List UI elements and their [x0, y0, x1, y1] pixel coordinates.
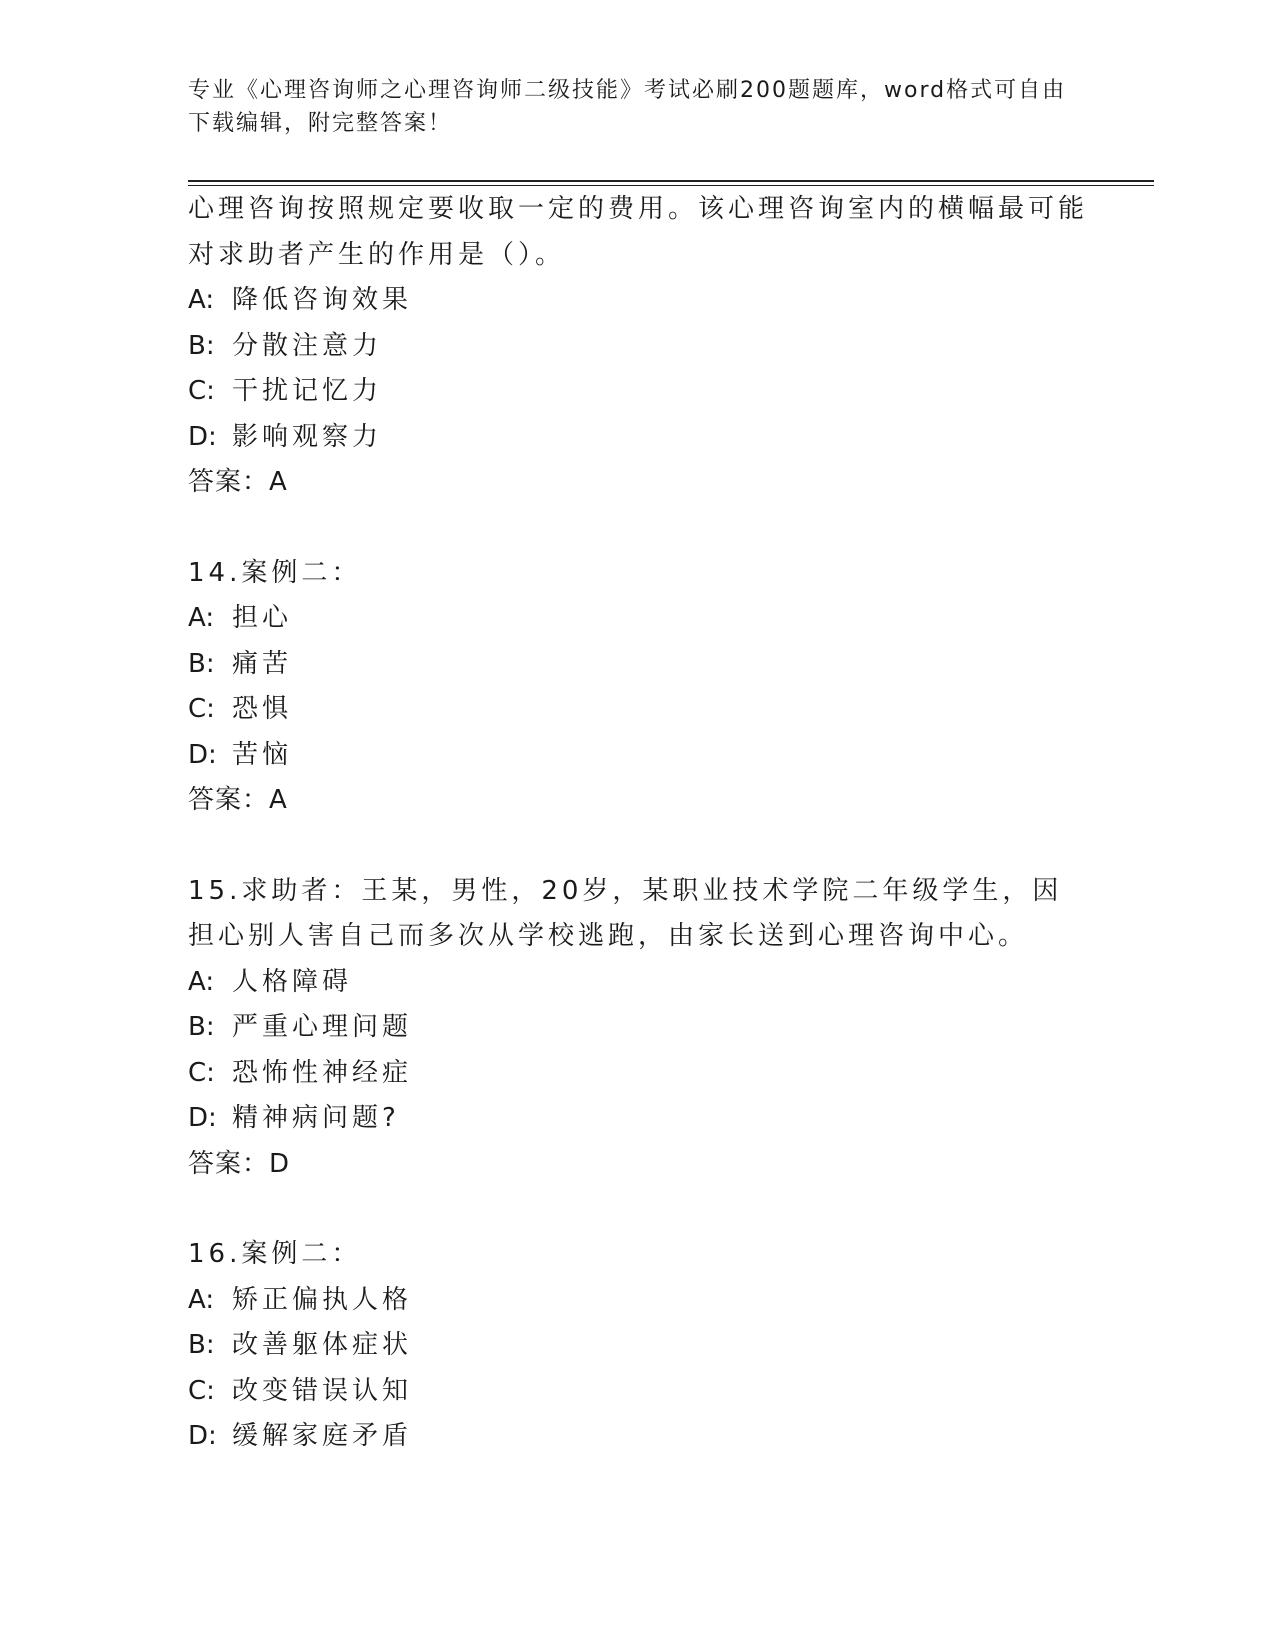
option-key: B: [188, 1330, 215, 1360]
option-a [188, 960, 1088, 1006]
question-item [188, 551, 1088, 824]
option-key: D: [188, 421, 217, 452]
option-text: 精神病问题? [232, 1103, 400, 1133]
option-text: 分散注意力 [232, 330, 383, 361]
option-key: A: [188, 966, 215, 997]
option-text: 矫正偏执人格 [232, 1284, 413, 1315]
option-key: B: [188, 330, 215, 361]
option-key: D: [188, 1421, 217, 1451]
question-item [188, 1232, 1088, 1460]
option-text: 干扰记忆力 [232, 376, 383, 406]
option-text: 严重心理问题 [232, 1012, 413, 1042]
document-header: 专业《心理咨询师之心理咨询师二级技能》考试必刷200题题库，word格式可自由下载编辑，附完整答案！ [188, 78, 1067, 136]
option-key: A: [188, 1284, 215, 1315]
option-text: 痛苦 [232, 648, 293, 679]
option-key: C: [188, 376, 215, 406]
option-a [188, 1278, 1088, 1324]
option-key: C: [188, 1057, 215, 1088]
option-c [188, 1051, 1088, 1097]
option-d [188, 415, 1088, 461]
option-text: 改变错误认知 [232, 1375, 413, 1406]
answer-line: 答案：A [188, 467, 288, 497]
question-list [188, 187, 1088, 1505]
option-d [188, 1414, 1088, 1460]
option-d [188, 733, 1088, 779]
answer-line: 答案：D [188, 1148, 291, 1179]
option-key: D: [188, 739, 217, 770]
option-text: 降低咨询效果 [232, 285, 413, 315]
question-stem: 心理咨询按照规定要收取一定的费用。该心理咨询室内的横幅最可能对求助者产生的作用是（）。 [188, 194, 1089, 270]
option-text: 恐怖性神经症 [232, 1057, 413, 1088]
option-b [188, 1323, 1088, 1369]
question-stem: 15.求助者：王某，男性，20岁，某职业技术学院二年级学生，因担心别人害自己而多次从学校逃跑，由家长送到心理咨询中心。 [188, 875, 1063, 951]
header-divider-thick [188, 180, 1154, 182]
answer-line: 答案：A [188, 785, 288, 815]
option-b [188, 324, 1088, 370]
option-key: B: [188, 648, 215, 679]
question-item [188, 869, 1088, 1188]
option-text: 影响观察力 [232, 421, 383, 452]
option-text: 恐惧 [232, 694, 293, 724]
option-key: A: [188, 603, 215, 633]
option-key: B: [188, 1012, 215, 1042]
option-key: A: [188, 285, 215, 315]
option-key: D: [188, 1103, 217, 1133]
option-a [188, 596, 1088, 642]
option-c [188, 687, 1088, 733]
question-stem: 16.案例二： [188, 1239, 362, 1269]
question-stem: 14.案例二： [188, 557, 362, 588]
option-b [188, 642, 1088, 688]
option-key: C: [188, 1375, 215, 1406]
option-text: 改善躯体症状 [232, 1330, 413, 1360]
header-divider-thin [188, 185, 1154, 186]
option-text: 苦恼 [232, 739, 293, 770]
option-a [188, 278, 1088, 324]
option-c [188, 369, 1088, 415]
option-text: 人格障碍 [232, 966, 353, 997]
option-b [188, 1005, 1088, 1051]
question-item [188, 187, 1088, 506]
option-text: 缓解家庭矛盾 [232, 1421, 413, 1451]
option-d [188, 1096, 1088, 1142]
option-c [188, 1369, 1088, 1415]
option-text: 担心 [232, 603, 293, 633]
option-key: C: [188, 694, 215, 724]
